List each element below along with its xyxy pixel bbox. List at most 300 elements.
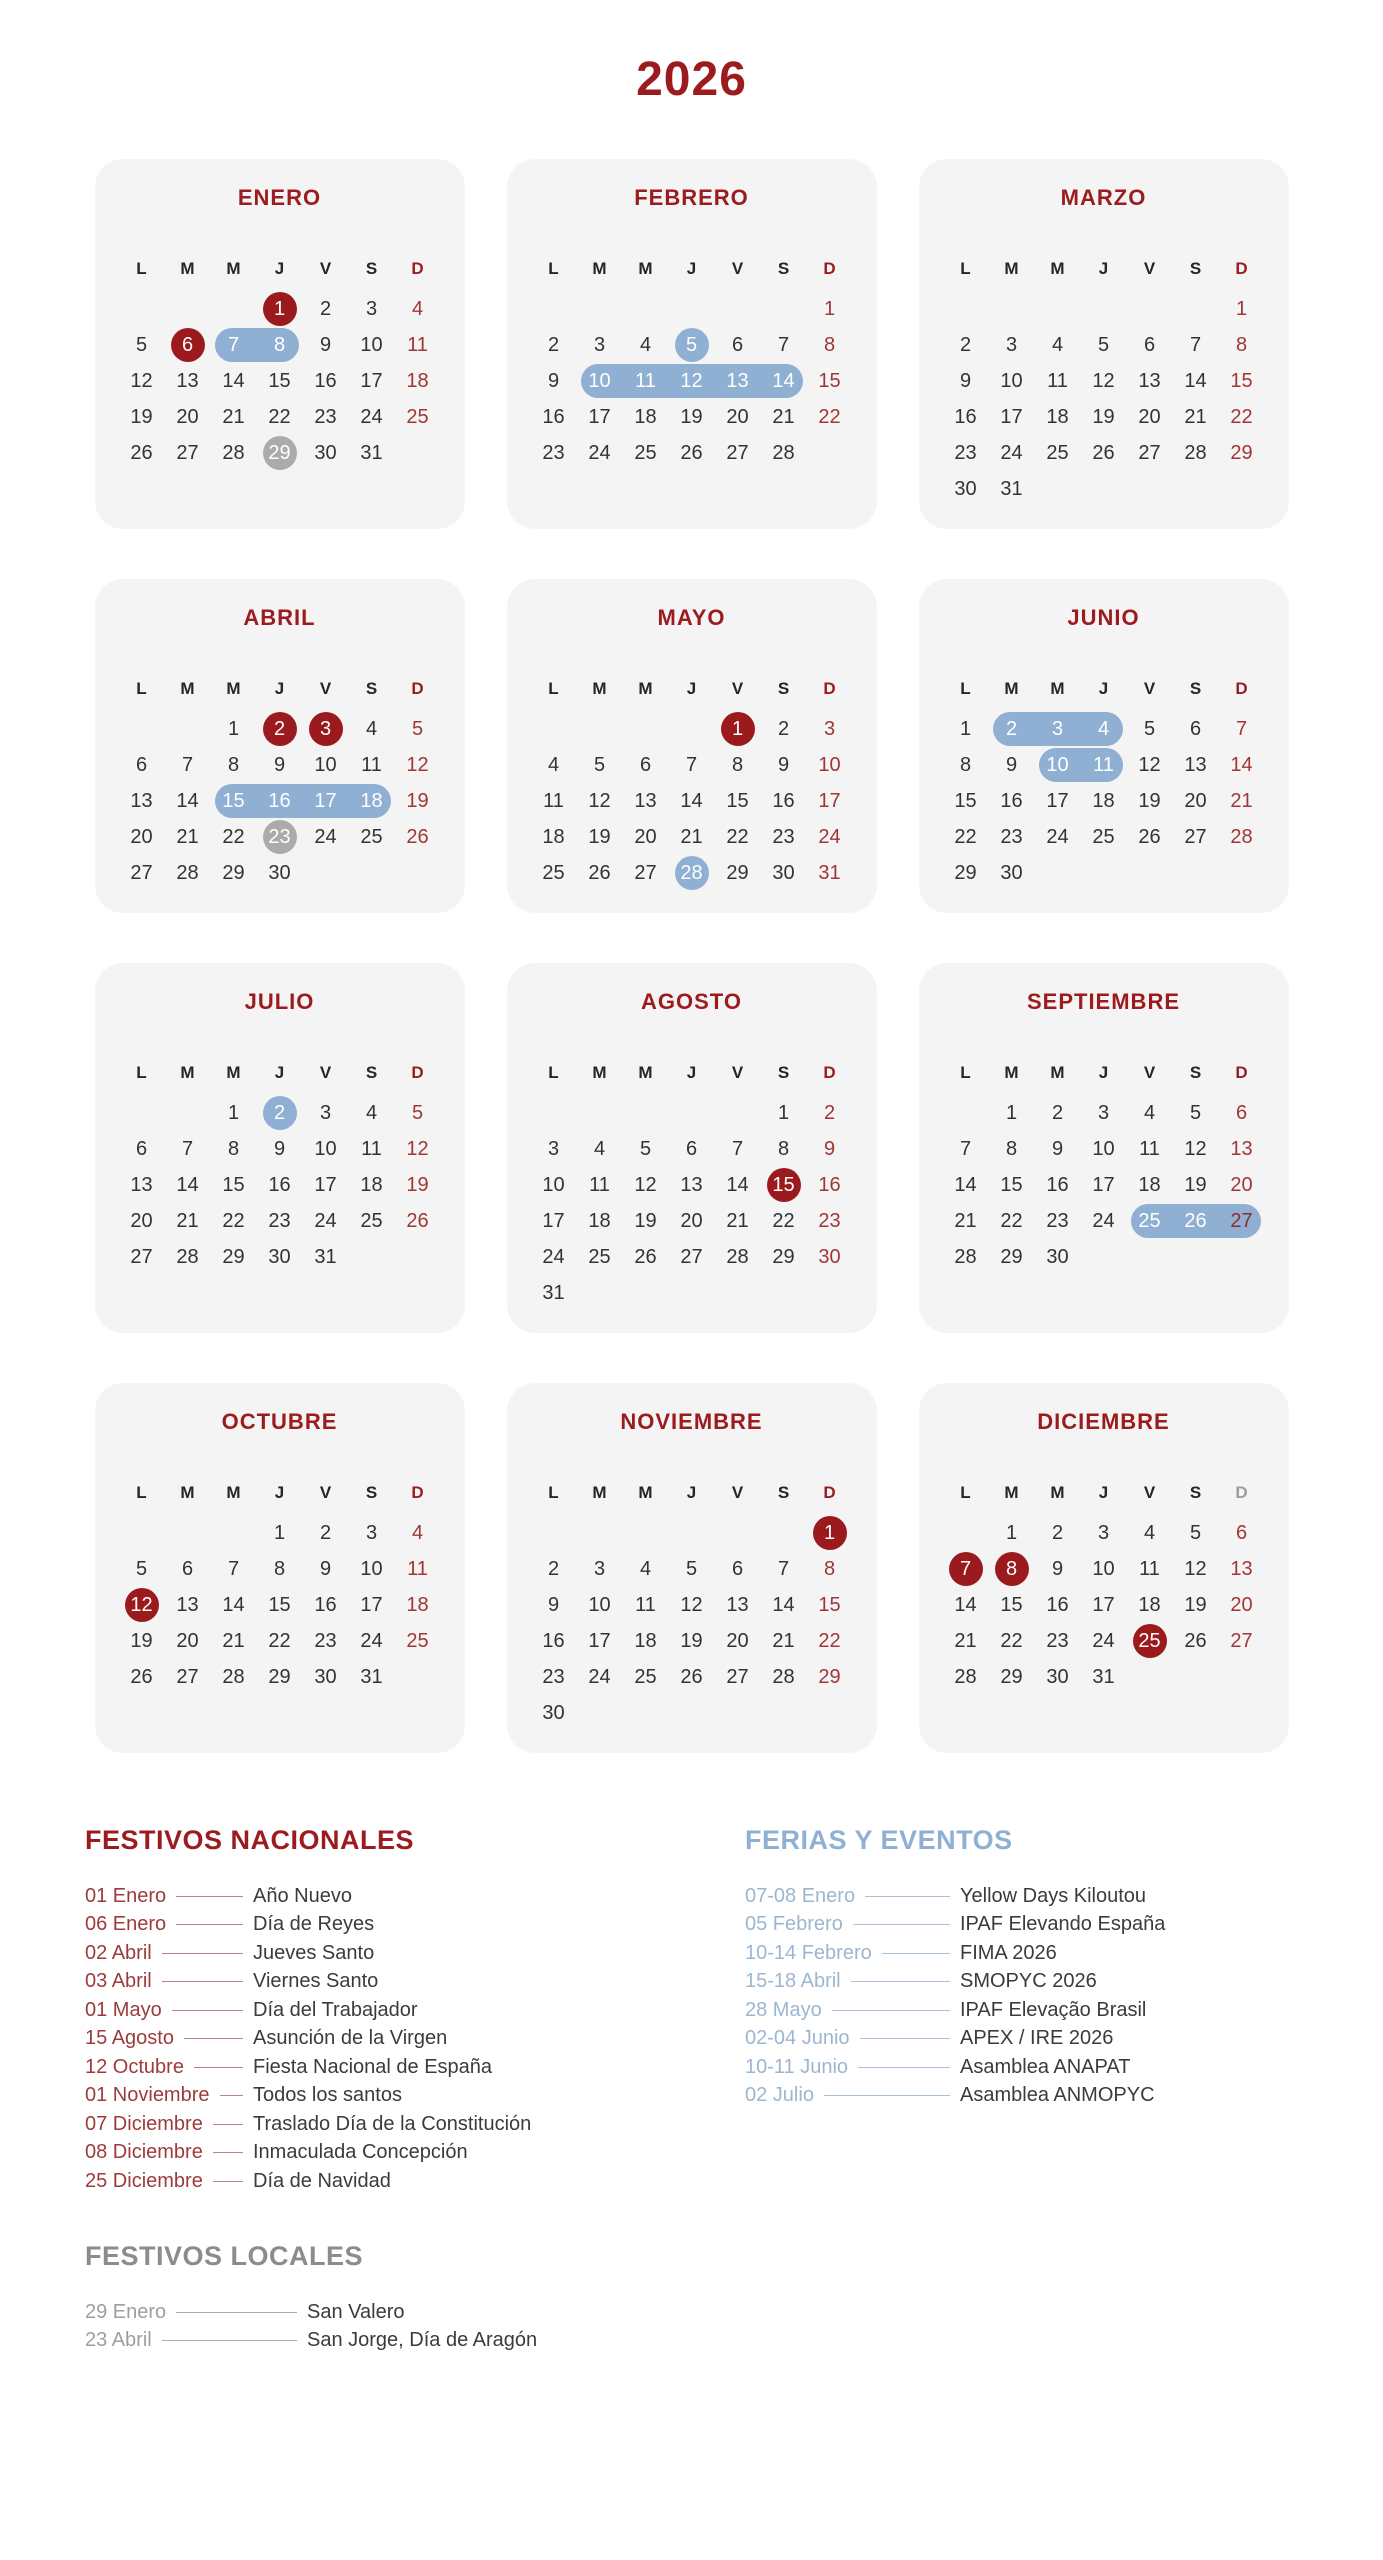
day-cell: 11 xyxy=(543,789,564,812)
day-cell: 26 xyxy=(1138,825,1161,848)
day-cell: 19 xyxy=(130,1629,153,1652)
weekday-label: L xyxy=(960,1063,971,1082)
week-row xyxy=(919,471,1289,507)
national-holiday-item-label: Jueves Santo xyxy=(253,1941,375,1964)
day-cell: 18 xyxy=(588,1209,611,1232)
day-cell xyxy=(1173,855,1219,891)
day-cell: 15 xyxy=(818,1593,841,1616)
national-holiday-item xyxy=(85,1968,745,1996)
day-cell: 23 xyxy=(1046,1209,1069,1232)
day-cell: 6 xyxy=(731,1557,744,1580)
day-cell xyxy=(623,291,669,327)
day-cell xyxy=(395,1659,441,1695)
national-holiday-item xyxy=(85,2167,745,2195)
national-holiday-item-dateline xyxy=(85,1970,253,1993)
day-cell: 7 xyxy=(685,753,698,776)
week-row xyxy=(919,291,1289,327)
day-cell: 3 xyxy=(593,1557,606,1580)
day-cell: 31 xyxy=(1092,1665,1115,1688)
year-title: 2026 xyxy=(636,53,747,106)
day-cell: 22 xyxy=(772,1209,795,1232)
week-row xyxy=(919,711,1289,747)
legend-area xyxy=(0,1753,1383,2355)
local-holiday-item-label: San Valero xyxy=(307,2300,405,2323)
week-row xyxy=(507,711,877,747)
weekday-label: M xyxy=(638,1483,653,1502)
weekday-label: S xyxy=(777,679,790,698)
day-cell xyxy=(165,1515,211,1551)
day-cell: 12 xyxy=(1138,753,1161,776)
day-cell xyxy=(257,819,303,855)
weekday-label: M xyxy=(592,1063,607,1082)
day-cell: 6 xyxy=(181,1557,194,1580)
weekday-label: S xyxy=(365,259,378,278)
national-holiday-item-label: Año Nuevo xyxy=(253,1884,352,1907)
week-row xyxy=(919,819,1289,855)
week-row xyxy=(919,1623,1289,1659)
month-card-diciembre xyxy=(919,1383,1289,1753)
day-cell: 15 xyxy=(268,369,291,392)
event-item-label: SMOPYC 2026 xyxy=(960,1970,1097,1992)
weekday-label: J xyxy=(686,1063,697,1082)
day-cell: 8 xyxy=(227,1137,240,1160)
leader-line xyxy=(865,1896,950,1897)
day-cell: 22 xyxy=(818,405,841,428)
day-cell: 31 xyxy=(542,1281,565,1304)
weekday-label: M xyxy=(180,259,195,278)
weekday-header xyxy=(507,1475,877,1511)
day-cell xyxy=(577,711,623,747)
day-cell: 27 xyxy=(1230,1629,1253,1652)
day-cell xyxy=(577,1695,623,1731)
event-item-label: FIMA 2026 xyxy=(960,1941,1057,1964)
weekday-label: V xyxy=(319,1063,332,1082)
day-cell xyxy=(165,291,211,327)
week-row xyxy=(919,783,1289,819)
day-cell xyxy=(669,1515,715,1551)
day-cell: 11 xyxy=(407,1557,428,1580)
day-cell: 12 xyxy=(1184,1557,1207,1580)
week-row xyxy=(95,1203,465,1239)
week-row xyxy=(95,1095,465,1131)
leader-line xyxy=(176,1924,243,1925)
week-row xyxy=(507,747,877,783)
day-cell: 9 xyxy=(547,1593,560,1616)
day-cell xyxy=(761,1695,807,1731)
week-row xyxy=(507,363,877,399)
weekday-label: J xyxy=(1098,1063,1109,1082)
national-holiday-item-date: 01 Enero xyxy=(85,1884,167,1907)
day-cell: 23 xyxy=(772,825,795,848)
event-item-dateline xyxy=(745,2056,960,2079)
local-holiday-item-date: 23 Abril xyxy=(85,2329,152,2351)
weekday-label: L xyxy=(548,679,559,698)
day-cell: 19 xyxy=(406,1173,429,1196)
day-cell: 16 xyxy=(772,789,795,812)
day-cell: 7 xyxy=(959,1137,972,1160)
festivos-locales-title: FESTIVOS LOCALES xyxy=(85,2241,364,2271)
day-cell: 27 xyxy=(726,441,749,464)
leader-line xyxy=(213,2181,243,2182)
leader-line xyxy=(220,2095,243,2096)
day-cell: 21 xyxy=(954,1209,977,1232)
weekday-label: M xyxy=(1004,679,1019,698)
legend-right-column xyxy=(745,1825,1343,2355)
week-row xyxy=(95,1659,465,1695)
day-cell: 10 xyxy=(360,333,383,356)
weekday-label: L xyxy=(960,259,971,278)
day-cell xyxy=(669,327,715,363)
national-holiday-item-date: 25 Diciembre xyxy=(85,2169,203,2192)
event-range-day: 11 xyxy=(623,363,669,399)
day-cell: 27 xyxy=(680,1245,703,1268)
day-cell: 11 xyxy=(1047,369,1068,392)
day-cell: 21 xyxy=(176,825,199,848)
day-cell xyxy=(715,711,761,747)
day-cell: 6 xyxy=(1189,717,1202,740)
day-cell: 25 xyxy=(588,1245,611,1268)
national-holiday-item-date: 06 Enero xyxy=(85,1913,167,1935)
day-cell: 23 xyxy=(818,1209,841,1232)
national-holiday-item xyxy=(85,2110,745,2138)
day-cell: 5 xyxy=(135,1557,148,1580)
day-cell: 5 xyxy=(1143,717,1156,740)
weekday-label: L xyxy=(960,1483,971,1502)
week-row xyxy=(95,747,465,783)
day-cell: 8 xyxy=(731,753,744,776)
national-holiday-item-date: 08 Diciembre xyxy=(85,2141,203,2163)
event-item xyxy=(745,2025,1343,2053)
day-cell: 3 xyxy=(547,1137,560,1160)
day-cell xyxy=(623,1695,669,1731)
day-cell: 9 xyxy=(319,1557,332,1580)
day-cell: 26 xyxy=(1184,1629,1207,1652)
legend-left-column xyxy=(85,1825,745,2355)
day-cell: 15 xyxy=(222,1173,245,1196)
national-holiday-item xyxy=(85,2053,745,2081)
week-row xyxy=(507,855,877,891)
week-row xyxy=(507,819,877,855)
event-item-date: 07-08 Enero xyxy=(745,1884,856,1907)
day-cell: 9 xyxy=(1005,753,1018,776)
week-row xyxy=(507,1095,877,1131)
day-cell: 17 xyxy=(1092,1593,1115,1616)
day-cell: 16 xyxy=(268,1173,291,1196)
day-cell xyxy=(1173,1659,1219,1695)
weekday-label: J xyxy=(274,259,285,278)
weekday-label: S xyxy=(1189,259,1202,278)
month-card-enero xyxy=(95,159,465,529)
day-cell: 14 xyxy=(176,789,199,812)
day-cell xyxy=(165,327,211,363)
national-holiday-item-dateline xyxy=(85,1942,253,1965)
leader-line xyxy=(162,1953,243,1954)
day-cell: 2 xyxy=(319,297,332,320)
national-holiday-item-label: Día de Reyes xyxy=(253,1913,375,1935)
day-cell: 18 xyxy=(634,405,657,428)
day-cell: 4 xyxy=(411,297,424,320)
day-cell: 19 xyxy=(1092,405,1115,428)
weekday-label: D xyxy=(823,1483,836,1502)
day-cell: 26 xyxy=(406,825,429,848)
festivos-nacionales-section xyxy=(85,1825,745,2195)
national-holiday-item-date: 07 Diciembre xyxy=(85,2112,203,2135)
day-cell: 23 xyxy=(954,441,977,464)
day-cell: 30 xyxy=(314,441,337,464)
national-holiday-item xyxy=(85,1939,745,1967)
week-row xyxy=(919,1203,1289,1239)
event-day-badge: 28 xyxy=(675,856,709,890)
day-cell: 5 xyxy=(639,1137,652,1160)
week-row xyxy=(919,1587,1289,1623)
day-cell: 19 xyxy=(588,825,611,848)
day-cell: 23 xyxy=(268,1209,291,1232)
day-cell xyxy=(715,291,761,327)
day-cell xyxy=(807,435,853,471)
day-cell: 9 xyxy=(273,753,286,776)
day-cell: 24 xyxy=(542,1245,565,1268)
weekday-label: M xyxy=(1050,259,1065,278)
day-cell xyxy=(211,291,257,327)
leader-line xyxy=(853,1924,950,1925)
event-item-date: 02 Julio xyxy=(745,2084,814,2106)
day-cell: 25 xyxy=(1046,441,1069,464)
day-cell: 29 xyxy=(954,861,977,884)
day-cell: 29 xyxy=(1230,441,1253,464)
day-cell xyxy=(577,1515,623,1551)
national-holiday-item-dateline xyxy=(85,2056,253,2079)
day-cell: 7 xyxy=(181,1137,194,1160)
weekday-label: J xyxy=(274,679,285,698)
day-cell: 28 xyxy=(1184,441,1207,464)
event-range-day: 14 xyxy=(761,363,807,399)
day-cell: 7 xyxy=(731,1137,744,1160)
leader-line xyxy=(882,1953,950,1954)
weekday-label: L xyxy=(136,259,147,278)
day-cell: 24 xyxy=(1000,441,1023,464)
week-row xyxy=(507,1239,877,1275)
day-cell xyxy=(1219,1239,1265,1275)
weekday-header xyxy=(507,251,877,287)
weekday-label: L xyxy=(136,1483,147,1502)
day-cell: 4 xyxy=(639,333,652,356)
day-cell: 13 xyxy=(1138,369,1161,392)
day-cell xyxy=(165,711,211,747)
day-cell: 15 xyxy=(726,789,749,812)
day-cell xyxy=(119,1587,165,1623)
day-cell: 10 xyxy=(1092,1557,1115,1580)
day-cell: 19 xyxy=(130,405,153,428)
month-title: SEPTIEMBRE xyxy=(1026,989,1181,1014)
day-cell: 14 xyxy=(772,1593,795,1616)
weekday-label: D xyxy=(411,1483,424,1502)
weekday-label: J xyxy=(686,1483,697,1502)
month-title: NOVIEMBRE xyxy=(620,1409,763,1434)
day-cell: 7 xyxy=(227,1557,240,1580)
day-cell: 14 xyxy=(680,789,703,812)
day-cell: 3 xyxy=(365,297,378,320)
day-cell xyxy=(119,1095,165,1131)
national-holiday-badge: 3 xyxy=(309,712,343,746)
day-cell: 22 xyxy=(1230,405,1253,428)
day-cell: 7 xyxy=(1235,717,1248,740)
day-cell: 5 xyxy=(1189,1101,1202,1124)
month-card-febrero xyxy=(507,159,877,529)
day-cell: 1 xyxy=(1005,1101,1018,1124)
month-card-abril xyxy=(95,579,465,913)
day-cell: 8 xyxy=(777,1137,790,1160)
weekday-label: D xyxy=(411,679,424,698)
week-row xyxy=(95,1167,465,1203)
day-cell xyxy=(623,1515,669,1551)
day-cell: 13 xyxy=(176,369,199,392)
day-cell: 9 xyxy=(777,753,790,776)
event-item-label: Asamblea ANMOPYC xyxy=(960,2084,1155,2106)
event-range-day: 17 xyxy=(303,783,349,819)
day-cell: 19 xyxy=(406,789,429,812)
day-cell xyxy=(761,1515,807,1551)
day-cell: 11 xyxy=(407,333,428,356)
day-cell: 21 xyxy=(680,825,703,848)
day-cell xyxy=(989,291,1035,327)
day-cell: 30 xyxy=(772,861,795,884)
month-title: JUNIO xyxy=(1067,605,1140,630)
day-cell: 12 xyxy=(588,789,611,812)
week-row xyxy=(919,855,1289,891)
day-cell: 2 xyxy=(547,333,560,356)
leader-line xyxy=(172,2010,243,2011)
week-row xyxy=(919,327,1289,363)
week-row xyxy=(507,1275,877,1311)
day-cell: 30 xyxy=(954,477,977,500)
national-holiday-item-date: 01 Mayo xyxy=(85,1998,162,2021)
day-cell: 16 xyxy=(314,369,337,392)
week-row xyxy=(507,1203,877,1239)
month-title: AGOSTO xyxy=(641,989,742,1014)
day-cell: 22 xyxy=(954,825,977,848)
day-cell: 10 xyxy=(818,753,841,776)
day-cell: 4 xyxy=(639,1557,652,1580)
national-holiday-item-label: Día de Navidad xyxy=(253,2169,391,2192)
day-cell: 8 xyxy=(823,333,836,356)
day-cell: 9 xyxy=(273,1137,286,1160)
national-holiday-item-label: Fiesta Nacional de España xyxy=(253,2055,493,2078)
national-holiday-item xyxy=(85,1996,745,2024)
day-cell: 22 xyxy=(268,1629,291,1652)
day-cell xyxy=(1173,1239,1219,1275)
day-cell: 14 xyxy=(726,1173,749,1196)
weekday-label: M xyxy=(592,1483,607,1502)
day-cell: 28 xyxy=(1230,825,1253,848)
day-cell: 31 xyxy=(360,1665,383,1688)
day-cell: 20 xyxy=(680,1209,703,1232)
day-cell: 10 xyxy=(588,1593,611,1616)
day-cell xyxy=(531,1515,577,1551)
leader-line xyxy=(213,2124,243,2125)
month-title: JULIO xyxy=(244,989,315,1014)
day-cell: 2 xyxy=(959,333,972,356)
day-cell xyxy=(1219,1659,1265,1695)
day-cell xyxy=(1035,291,1081,327)
leader-line xyxy=(824,2095,950,2096)
weekday-label: D xyxy=(411,259,424,278)
day-cell: 3 xyxy=(593,333,606,356)
national-holiday-item-dateline xyxy=(85,1999,253,2022)
day-cell: 28 xyxy=(726,1245,749,1268)
weekday-label: V xyxy=(319,679,332,698)
day-cell: 8 xyxy=(273,1557,286,1580)
day-cell xyxy=(257,1095,303,1131)
day-cell: 1 xyxy=(823,297,836,320)
day-cell: 10 xyxy=(360,1557,383,1580)
weekday-label: D xyxy=(823,679,836,698)
day-cell: 21 xyxy=(222,1629,245,1652)
day-cell: 11 xyxy=(361,1137,382,1160)
week-row xyxy=(919,399,1289,435)
day-cell: 31 xyxy=(360,441,383,464)
day-cell: 22 xyxy=(726,825,749,848)
weekday-label: S xyxy=(777,1483,790,1502)
national-holiday-item xyxy=(85,2025,745,2053)
month-title: ABRIL xyxy=(243,605,316,630)
weekday-label: M xyxy=(1050,679,1065,698)
day-cell: 18 xyxy=(634,1629,657,1652)
event-range-day: 8 xyxy=(257,327,303,363)
weekday-header xyxy=(919,1055,1289,1091)
day-cell: 21 xyxy=(176,1209,199,1232)
day-cell: 6 xyxy=(1143,333,1156,356)
day-cell: 26 xyxy=(130,441,153,464)
national-holiday-item-label: Traslado Día de la Constitución xyxy=(253,2112,532,2135)
month-card-marzo xyxy=(919,159,1289,529)
week-row xyxy=(95,1131,465,1167)
day-cell: 11 xyxy=(361,753,382,776)
day-cell: 20 xyxy=(1230,1173,1253,1196)
day-cell: 20 xyxy=(1184,789,1207,812)
day-cell xyxy=(165,1095,211,1131)
day-cell: 28 xyxy=(954,1245,977,1268)
weekday-label: D xyxy=(1235,1063,1248,1082)
day-cell: 15 xyxy=(268,1593,291,1616)
day-cell xyxy=(761,1275,807,1311)
day-cell: 12 xyxy=(130,369,153,392)
day-cell xyxy=(623,1095,669,1131)
day-cell: 28 xyxy=(222,441,245,464)
day-cell xyxy=(1081,291,1127,327)
day-cell: 1 xyxy=(273,1521,286,1544)
day-cell: 19 xyxy=(634,1209,657,1232)
event-range-day: 15 xyxy=(211,783,257,819)
event-range-day: 16 xyxy=(257,783,303,819)
week-row xyxy=(507,1551,877,1587)
day-cell: 4 xyxy=(365,1101,378,1124)
day-cell: 17 xyxy=(360,1593,383,1616)
day-cell: 28 xyxy=(772,1665,795,1688)
local-holiday-item xyxy=(85,2327,745,2355)
day-cell: 2 xyxy=(319,1521,332,1544)
day-cell: 1 xyxy=(1005,1521,1018,1544)
week-row xyxy=(95,819,465,855)
weekday-label: L xyxy=(136,679,147,698)
day-cell: 12 xyxy=(634,1173,657,1196)
day-cell: 9 xyxy=(1051,1137,1064,1160)
day-cell: 27 xyxy=(176,441,199,464)
weekday-header xyxy=(95,1055,465,1091)
weekday-label: J xyxy=(274,1483,285,1502)
day-cell: 9 xyxy=(959,369,972,392)
day-cell: 18 xyxy=(542,825,565,848)
weekday-label: V xyxy=(731,259,744,278)
